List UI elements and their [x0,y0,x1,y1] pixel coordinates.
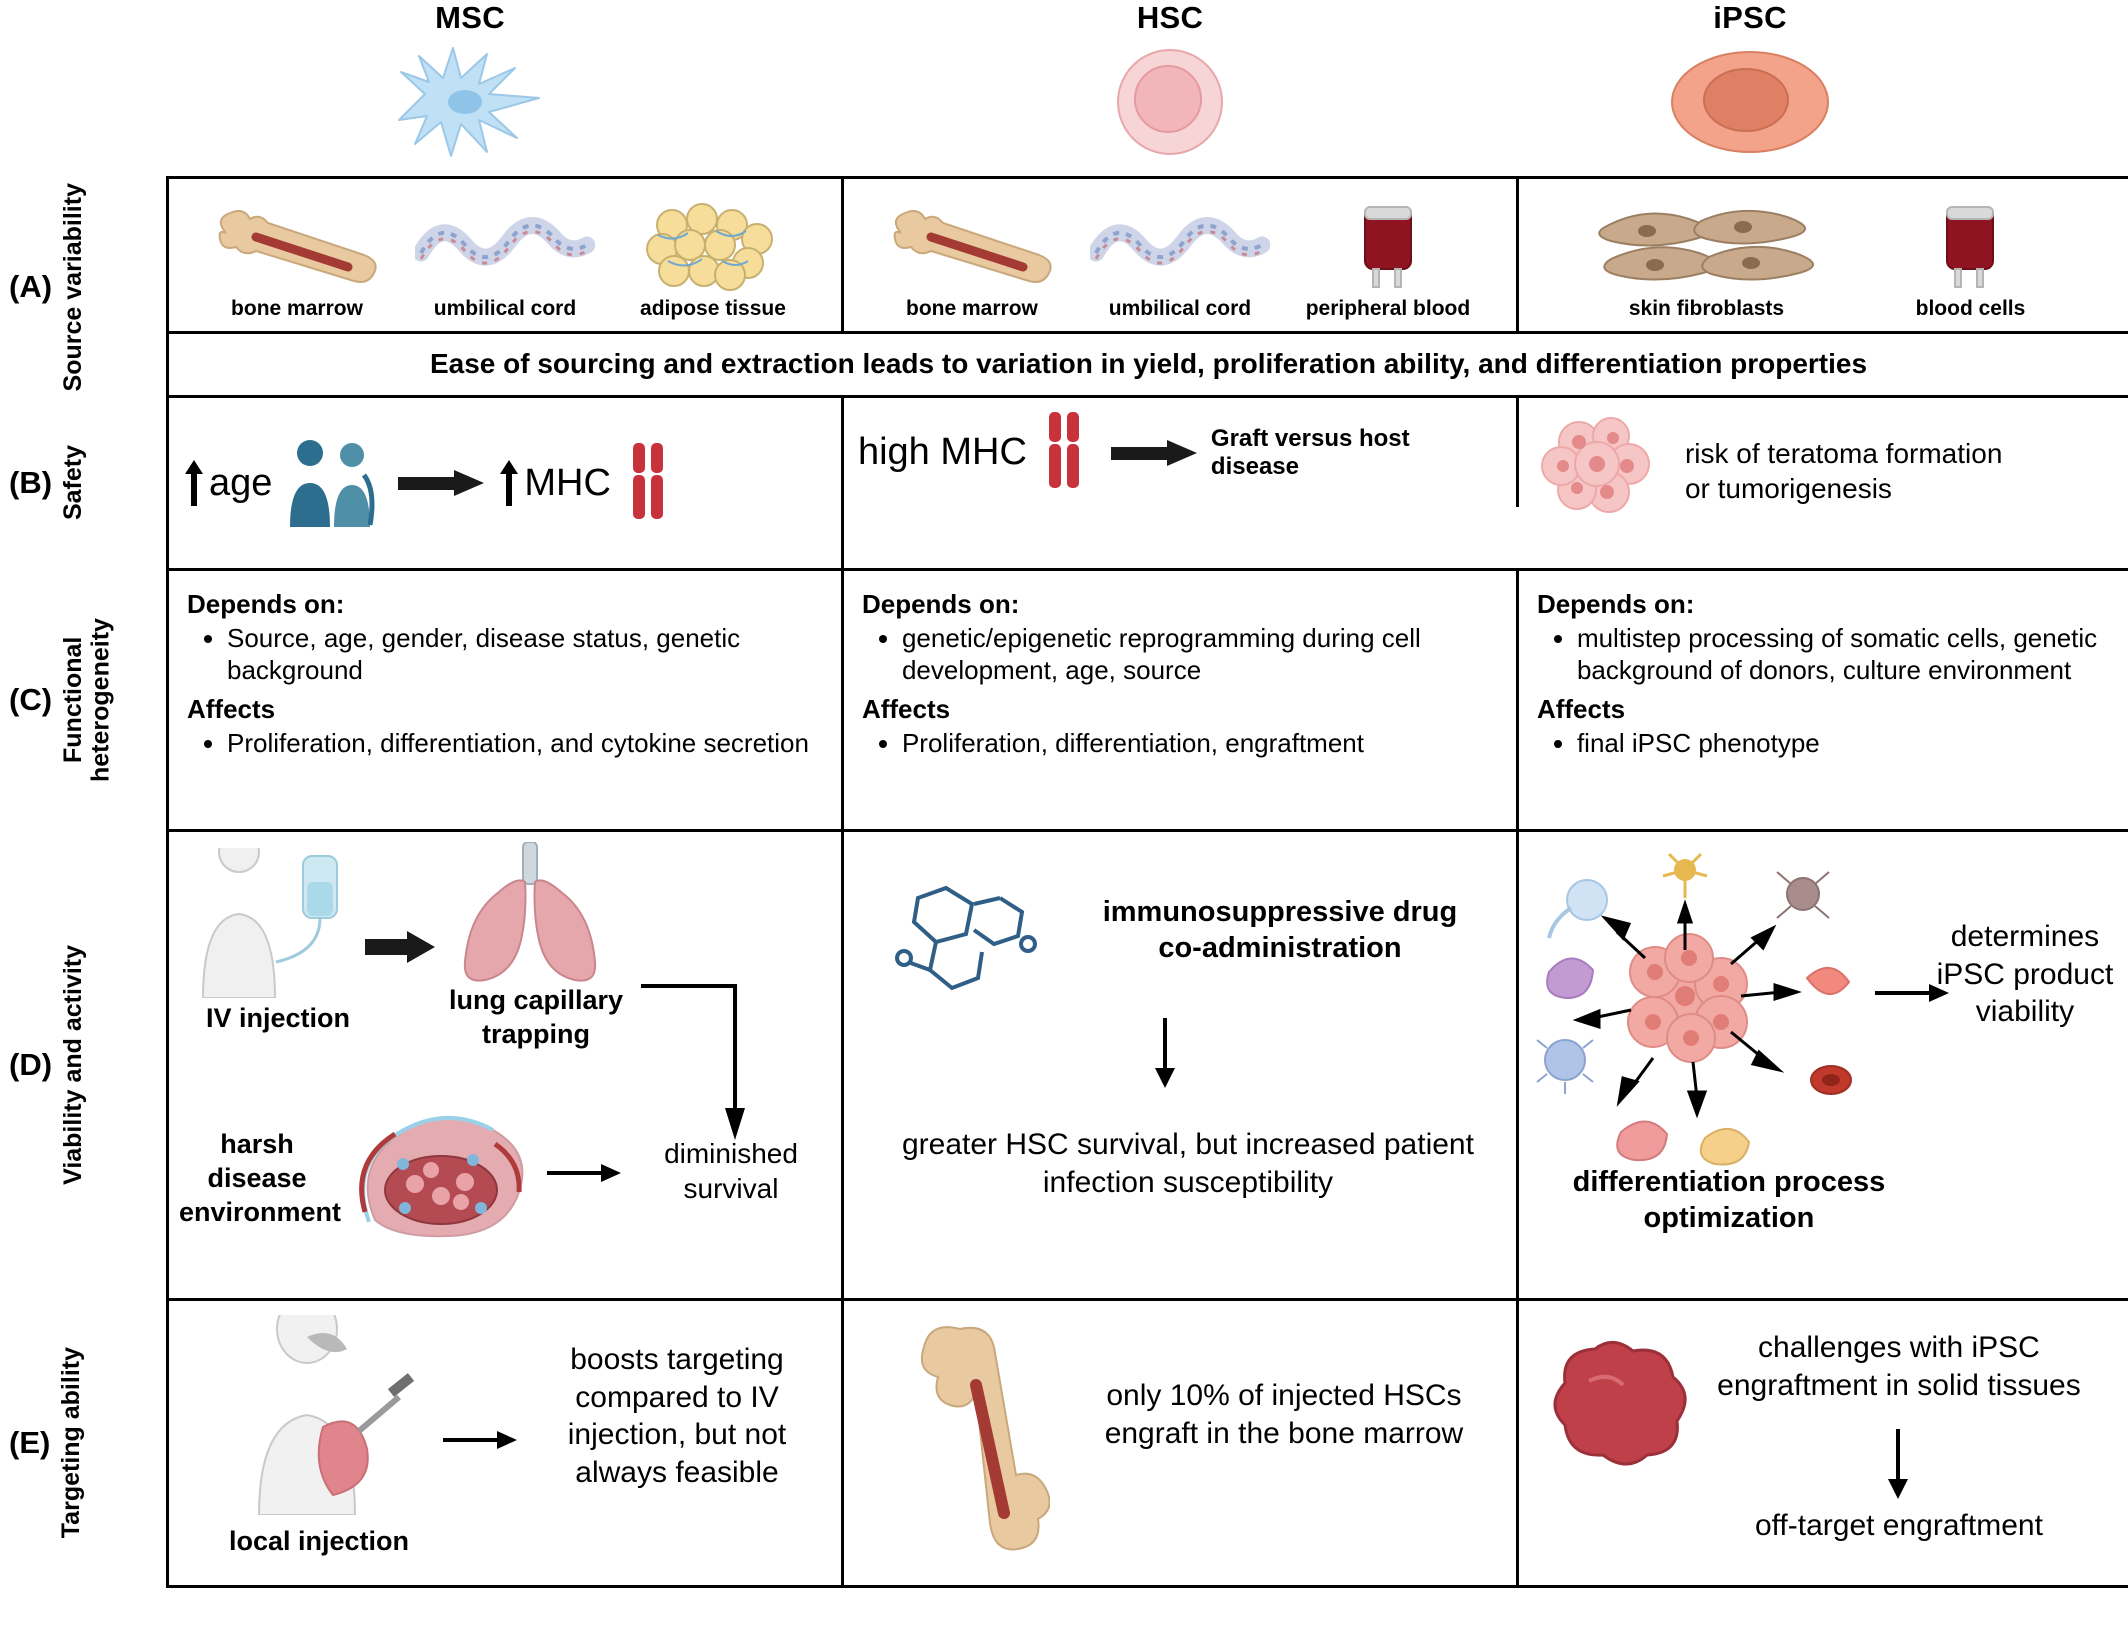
affects-list [187,727,823,759]
source-item [410,201,600,321]
depends-on-heading: Depends on: [861,589,1020,619]
source-label: bone marrow [231,297,363,320]
depends-on-heading: Depends on: [1536,589,1695,619]
mesenchymal-stem-cell-icon [300,42,640,162]
column-title-ipsc: iPSC [1713,0,1787,35]
cell-d-hsc [844,832,1519,1298]
source-item [1293,201,1483,321]
mhc-receptor-icon [1039,408,1089,497]
column-headers [0,0,2128,172]
comparison-grid [9,176,2128,1588]
row-title-b: Safety [59,445,88,521]
connector-arrow-icon [639,980,759,1155]
lung-capillary-trapping-label [421,984,651,1052]
up-arrow-icon [498,460,520,506]
source-label: bone marrow [906,297,1038,320]
row-label-c [3,571,169,829]
row-title-a: Source variability [59,182,88,392]
elderly-couple-icon [280,435,384,532]
iv-infusion-patient-icon [183,848,363,1003]
umbilical-cord-icon [410,201,600,293]
induced-pluripotent-stem-cell-icon [1580,42,1920,162]
ipsc-viability-text: determines iPSC product viability [1936,920,2114,1028]
bone-marrow-icon [877,201,1067,293]
ipsc-differentiation-radial-icon [1525,846,1875,1181]
hsc-targeting-text-block [1082,1377,1486,1452]
diminished-survival-label [631,1136,831,1206]
safety-term-age: age [209,461,273,504]
differentiation-process-label [1559,1164,1899,1237]
ipsc-targeting-text: challenges with iPSC engraftment in solid tissues [1717,1331,2081,1402]
safety-term-high-mhc: high MHC [857,431,1027,473]
row-letter-a: (A) [9,269,53,304]
umbilical-cord-icon [1085,201,1275,293]
local-injection-text: local injection [228,1526,410,1556]
source-item [877,201,1067,321]
column-header-ipsc [1580,0,1920,162]
hsc-outcome-text: greater HSC survival, but increased patient infection susceptibility [901,1128,1474,1199]
list-item: • Proliferation, differentiation, and cytokine secretion [227,727,823,759]
cell-e-hsc [844,1301,1519,1585]
depends-on-list [1537,622,2110,686]
lung-trapping-text: lung capillary trapping [448,985,624,1049]
depends-on-list [187,622,823,686]
off-target-engraftment-block [1699,1507,2099,1545]
adipose-tissue-icon [618,201,808,293]
blood-bag-icon [1293,201,1483,293]
affects-heading: Affects [1536,694,1626,725]
cell-a-msc [169,179,844,331]
row-targeting-ability [9,1301,2128,1585]
solid-tissue-mass-icon [1535,1337,1695,1482]
femur-bone-icon [910,1319,1050,1574]
teratoma-cell-cluster-icon [1533,408,1663,533]
column-title-hsc: HSC [1136,0,1204,35]
affects-heading: Affects [861,694,951,725]
thin-arrow-down-icon [1154,1018,1176,1093]
row-label-a [3,179,169,395]
safety-term-gvhd: Graft versus host disease [1210,424,1410,480]
source-label: umbilical cord [433,297,577,320]
row-label-d [3,832,169,1298]
up-arrow-icon [183,460,205,506]
safety-term-mhc: MHC [524,461,611,504]
fibroblast-cells-icon [1581,201,1831,293]
blood-bag-icon [1875,201,2065,293]
immunosuppressive-drug-label [1080,894,1480,967]
row-a-sources [169,179,2128,331]
source-label: skin fibroblasts [1628,297,1785,320]
row-letter-b: (B) [9,465,53,500]
source-label: peripheral blood [1305,297,1471,320]
differentiation-process-text: differentiation process optimization [1572,1166,1886,1235]
thin-arrow-right-icon [547,1162,621,1189]
depends-on-list [862,622,1498,686]
ipsc-viability-label [1935,918,2115,1031]
row-viability-activity [9,832,2128,1301]
drug-molecule-icon [878,878,1068,1023]
ipsc-targeting-text-block [1699,1329,2099,1404]
harsh-disease-environment-label [179,1128,342,1229]
row-letter-d: (D) [9,1047,53,1082]
mhc-receptor-icon [623,439,673,528]
local-injection-shoulder-icon [203,1315,433,1520]
row-safety [9,398,2128,571]
cell-b-hsc [844,398,1519,507]
affects-list [862,727,1498,759]
source-item [1875,201,2065,321]
cell-e-ipsc [1519,1301,2128,1585]
depends-on-heading: Depends on: [187,589,345,619]
msc-targeting-text-block [531,1341,823,1491]
harsh-env-text: harsh disease environment [179,1129,342,1227]
cell-c-hsc [844,571,1519,829]
column-header-msc [300,0,640,162]
diminished-survival-text: diminished survival [664,1138,798,1204]
list-item: • final iPSC phenotype [1577,727,2110,759]
inflamed-blood-vessel-icon [345,1104,535,1259]
hematopoietic-stem-cell-icon [1000,42,1340,162]
source-item [1581,201,1831,321]
iv-injection-label: IV injection [205,1003,351,1033]
list-item: • Proliferation, differentiation, engraftment [902,727,1498,759]
row-title-d: Viability and activity [59,945,88,1185]
row-source-variability [9,179,2128,398]
row-label-b [3,398,169,568]
thin-arrow-down-icon [1887,1429,1909,1504]
row-a-caption: Ease of sourcing and extraction leads to variation in yield, proliferation ability, and differentiation properties [169,331,2128,395]
lungs-icon [445,842,615,987]
source-item [1085,201,1275,321]
source-label: umbilical cord [1108,297,1252,320]
list-item: • Source, age, gender, disease status, genetic background [227,622,823,686]
row-letter-e: (E) [9,1425,51,1460]
row-label-e [3,1301,169,1585]
cell-d-ipsc [1519,832,2128,1298]
source-item [618,201,808,321]
list-item: • genetic/epigenetic reprogramming during cell development, age, source [902,622,1498,686]
source-label: blood cells [1915,297,2026,320]
row-title-e: Targeting ability [57,1347,86,1539]
row-title-c: Functional heterogeneity [59,618,115,782]
affects-heading: Affects [187,694,276,725]
list-item: • multistep processing of somatic cells, genetic background of donors, culture environment [1577,622,2110,686]
msc-targeting-text: boosts targeting compared to IV injection, but not always feasible [567,1343,787,1489]
ipsc-safety-text: risk of teratoma formation or tumorigenesis [1684,437,2003,504]
cell-c-ipsc [1519,571,2128,829]
local-injection-label [205,1525,433,1559]
cell-b-ipsc [1519,398,2128,543]
off-target-engraftment-text: off-target engraftment [1754,1509,2043,1542]
block-arrow-right-icon [365,930,435,969]
cell-a-hsc [844,179,1519,331]
row-letter-c: (C) [9,682,53,717]
cell-a-ipsc [1519,179,2128,331]
cell-c-msc [169,571,844,829]
column-title-msc: MSC [435,0,505,35]
bone-marrow-icon [202,201,392,293]
drug-label-text: immunosuppressive drug co-administration [1102,896,1458,965]
column-header-hsc [1000,0,1340,162]
source-item [202,201,392,321]
cell-d-msc [169,832,844,1298]
row-functional-heterogeneity [9,571,2128,832]
hsc-targeting-text: only 10% of injected HSCs engraft in the bone marrow [1104,1379,1464,1450]
block-arrow-right-icon [398,470,484,496]
hsc-survival-outcome-label [898,1126,1478,1201]
source-label: adipose tissue [640,297,786,320]
thin-arrow-right-icon [443,1429,517,1456]
cell-b-msc [169,398,844,568]
cell-e-msc [169,1301,844,1585]
affects-list [1537,727,2110,759]
block-arrow-right-icon [1111,440,1197,466]
